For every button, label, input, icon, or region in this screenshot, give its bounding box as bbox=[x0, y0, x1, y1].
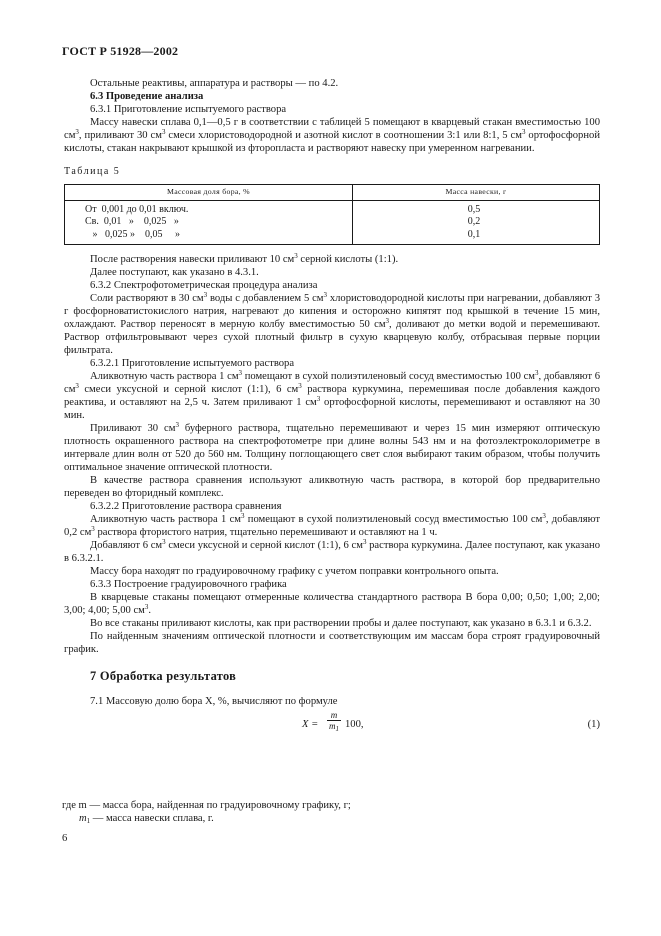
legend-m1: $m_1$ — масса навески сплава, г. bbox=[79, 813, 214, 825]
section-7-title: 7 Обработка результатов bbox=[90, 669, 237, 684]
paragraph-reference-solution: В качестве раствора сравнения используют аликвотную часть раствора, в которой бор предварительно переведен во фторидный комплекс. bbox=[64, 475, 600, 500]
paragraph-6-3-2: Соли растворяют в 30 $см^3$ воды с добавлением 5 $см^3$ хлористоводородной кислоты при нагревании, добавляют 3 г фосфорноватистокислого натрия, нагревают до кипения и осторожно кипятят под крышкой в течение 15 мин, охлаждают. Раствор переносят в мерную колбу вместимостью 50 $см^3$, доливают до метки водой и перемешивают. Раствор отфильтровывают через сухой плотный фильтр в сухую кварцевую колбу, отбрасывая первые порции фильтрата. bbox=[64, 291, 601, 357]
section-6-3-2-title: 6.3.2 Спектрофотометрическая процедура анализа bbox=[90, 280, 318, 292]
paragraph-6-3-1: Массу навески сплава 0,1—0,5 г в соответствии с таблицей 5 помещают в кварцевый стакан вместимостью 100 $см^3$, приливают 30 $см^3$ смеси хлористоводородной и азотной кислот в соотношении 3:1 или 8:1, 5 $см^3$ ортофосфорной кислоты, стакан накрывают крышкой из фторопласта и растворяют навеску при умеренном нагревании. bbox=[64, 117, 600, 154]
formula-numerator: m bbox=[327, 710, 341, 721]
range-row-1: От 0,001 до 0,01 включ. bbox=[85, 204, 189, 215]
paragraph-6-3-2-2: Аликвотную часть раствора 1 $см^3$ помещают в сухой полиэтиленовый сосуд вместимостью 100 $см^3$, добавляют 0,2 $см^3$ раствора фтористого натрия, тщательно перемешивают и оставляют на 1 ч. bbox=[64, 512, 600, 539]
table-5-caption: Таблица 5 bbox=[64, 166, 121, 177]
formula-1 bbox=[90, 708, 600, 748]
formula-fraction bbox=[327, 710, 341, 734]
table-cell-masses bbox=[353, 201, 600, 245]
range-row-2: Св. 0,01 » 0,025 » bbox=[85, 216, 179, 228]
paragraph-7-1: 7.1 Массовую долю бора X, %, вычисляют по формуле bbox=[90, 696, 338, 708]
table-cell-ranges bbox=[65, 201, 353, 245]
table-row bbox=[65, 201, 600, 245]
formula-number: (1) bbox=[587, 719, 600, 731]
formula-denominator: $m_1$ bbox=[329, 721, 339, 734]
section-6-3-3-title: 6.3.3 Построение градуировочного графика bbox=[90, 579, 287, 591]
paragraph-intro: Остальные реактивы, аппаратура и растворы — по 4.2. bbox=[90, 78, 339, 89]
section-6-3-1-title: 6.3.1 Приготовление испытуемого раствора bbox=[90, 104, 287, 115]
paragraph-after-dissolution: После растворения навески приливают 10 $см^3$ серной кислоты (1:1). bbox=[90, 252, 399, 266]
paragraph-acids: Во все стаканы приливают кислоты, как при растворении пробы и далее поступают, как указано в 6.3.1 и 6.3.2. bbox=[90, 618, 592, 630]
table-header-row bbox=[65, 185, 600, 201]
column-header-boron-fraction: Массовая доля бора, % bbox=[65, 185, 353, 201]
paragraph-further: Далее поступают, как указано в 4.3.1. bbox=[90, 267, 259, 279]
paragraph-6-3-2-1: Аликвотную часть раствора 1 $см^3$ помещают в сухой полиэтиленовый сосуд вместимостью 100 $см^3$, добавляют 6 $см^3$ смеси уксусной и серной кислот (1:1), 6 $см^3$ раствора куркумина, перемешивая после добавления каждого реактива, и оставляют на 2,5 ч. Затем приливают 1 $см^3$ ортофосфорной кислоты, перемешивают и оставляют на 30 мин. bbox=[64, 369, 600, 422]
formula-legend bbox=[62, 799, 602, 825]
section-6-3-title: 6.3 Проведение анализа bbox=[90, 91, 204, 102]
paragraph-6-3-3: В кварцевые стаканы помещают отмеренные количества стандартного раствора В бора 0,00; 0,50; 1,00; 2,00; 3,00; 4,00; 5,00 $см^3$. bbox=[64, 592, 600, 617]
main-content bbox=[64, 77, 601, 748]
formula-rhs: 100, bbox=[345, 719, 364, 731]
formula-lhs: X = bbox=[302, 719, 319, 731]
paragraph-add: Добавляют 6 $см^3$ смеси уксусной и серной кислот (1:1), 6 $см^3$ раствора куркумина. Далее поступают, как указано в 6.3.2.1. bbox=[64, 538, 600, 565]
paragraph-boron-mass: Массу бора находят по градуировочному графику с учетом поправки контрольного опыта. bbox=[90, 566, 499, 578]
mass-row-2: 0,2 bbox=[467, 216, 481, 228]
section-6-3-2-2-title: 6.3.2.2 Приготовление раствора сравнения bbox=[90, 501, 282, 513]
legend-m: где m — масса бора, найденная по градуировочному графику, г; bbox=[62, 800, 351, 811]
mass-row-3: 0,1 bbox=[467, 228, 481, 240]
table-5 bbox=[64, 184, 600, 245]
section-6-3-2-1-title: 6.3.2.1 Приготовление испытуемого раствора bbox=[90, 358, 295, 370]
paragraph-buffer: Приливают 30 $см^3$ буферного раствора, тщательно перемешивают и через 15 мин измеряют оптическую плотность окрашенного раствора на спектрофотометре при длине волны 543 нм и на фотоэлектроколориметре в интервале длин волн от 520 до 560 нм. Толщину поглощающего свет слоя выбирают таким образом, чтобы получить оптимальное значение оптической плотности. bbox=[64, 421, 600, 474]
paragraph-found-values: По найденным значениям оптической плотности и соответствующим им массам бора строят градуировочный график. bbox=[64, 631, 600, 656]
mass-row-1: 0,5 bbox=[467, 204, 481, 215]
document-header: ГОСТ Р 51928—2002 bbox=[62, 44, 179, 58]
page-number: 6 bbox=[62, 833, 68, 844]
range-row-3: » 0,025 » 0,05 » bbox=[85, 228, 180, 240]
column-header-sample-mass: Масса навески, г bbox=[353, 185, 600, 201]
